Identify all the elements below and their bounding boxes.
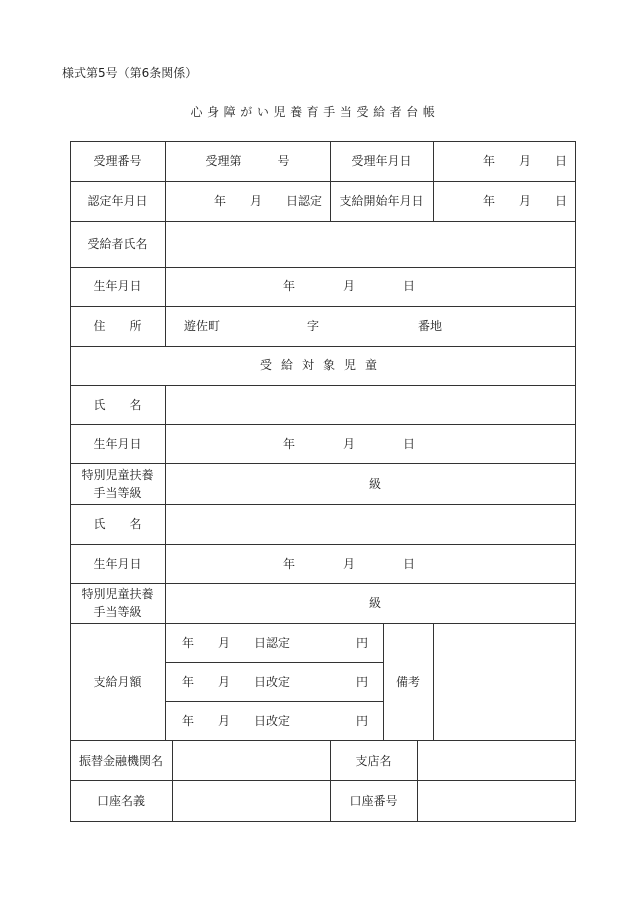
child-grade-value: 級 (369, 477, 382, 491)
recipient-birthdate-label: 生年月日 (93, 279, 142, 293)
account-number-label: 口座番号 (349, 794, 398, 808)
child-birthdate-label: 生年月日 (93, 437, 142, 451)
approval-date-label: 認定年月日 (87, 194, 148, 208)
address-banchi: 番地 (418, 319, 443, 333)
document-title: 心身障がい児養育手当受給者台帳 (190, 105, 440, 119)
receipt-date-label: 受理年月日 (351, 154, 412, 168)
child-birthdate-value: 年 月 日 (283, 437, 416, 451)
recipient-name-label: 受給者氏名 (87, 237, 148, 251)
child-grade-label: 特別児童扶養 (81, 587, 154, 601)
payment-yen-unit: 円 (356, 675, 369, 689)
address-label: 住 所 (93, 319, 142, 333)
receipt-number-value: 受理第 号 (205, 154, 290, 168)
payment-date: 年 月 日認定 (182, 636, 291, 650)
branch-name-label: 支店名 (355, 754, 392, 768)
payment-start-date-label: 支給開始年月日 (339, 194, 424, 208)
account-holder-label: 口座名義 (96, 794, 145, 808)
remarks-label: 備考 (395, 675, 420, 689)
form-number-label: 様式第5号（第6条関係） (62, 66, 198, 80)
address-aza: 字 (307, 319, 320, 333)
bank-institution-label: 振替金融機関名 (78, 754, 163, 768)
receipt-number-label: 受理番号 (93, 154, 142, 168)
child-grade-label: 特別児童扶養 (81, 468, 154, 482)
monthly-payment-label: 支給月額 (93, 675, 142, 689)
payment-start-date-value: 年 月 日 (483, 194, 568, 208)
payment-yen-unit: 円 (356, 636, 369, 650)
payment-yen-unit: 円 (356, 714, 369, 728)
recipient-birthdate-value: 年 月 日 (283, 279, 416, 293)
child-grade-label-line2: 手当等級 (93, 605, 142, 619)
address-town: 遊佐町 (184, 319, 221, 333)
child-birthdate-value: 年 月 日 (283, 557, 416, 571)
child-name-label: 氏 名 (93, 398, 142, 412)
child-birthdate-label: 生年月日 (93, 557, 142, 571)
approval-date-value: 年 月 日認定 (214, 194, 323, 208)
child-grade-value: 級 (369, 596, 382, 610)
payment-date: 年 月 日改定 (182, 675, 291, 689)
child-name-label: 氏 名 (93, 517, 142, 531)
payment-date: 年 月 日改定 (182, 714, 291, 728)
children-section-heading: 受給対象児童 (259, 358, 386, 372)
receipt-date-value: 年 月 日 (483, 154, 568, 168)
child-grade-label-line2: 手当等級 (93, 486, 142, 500)
